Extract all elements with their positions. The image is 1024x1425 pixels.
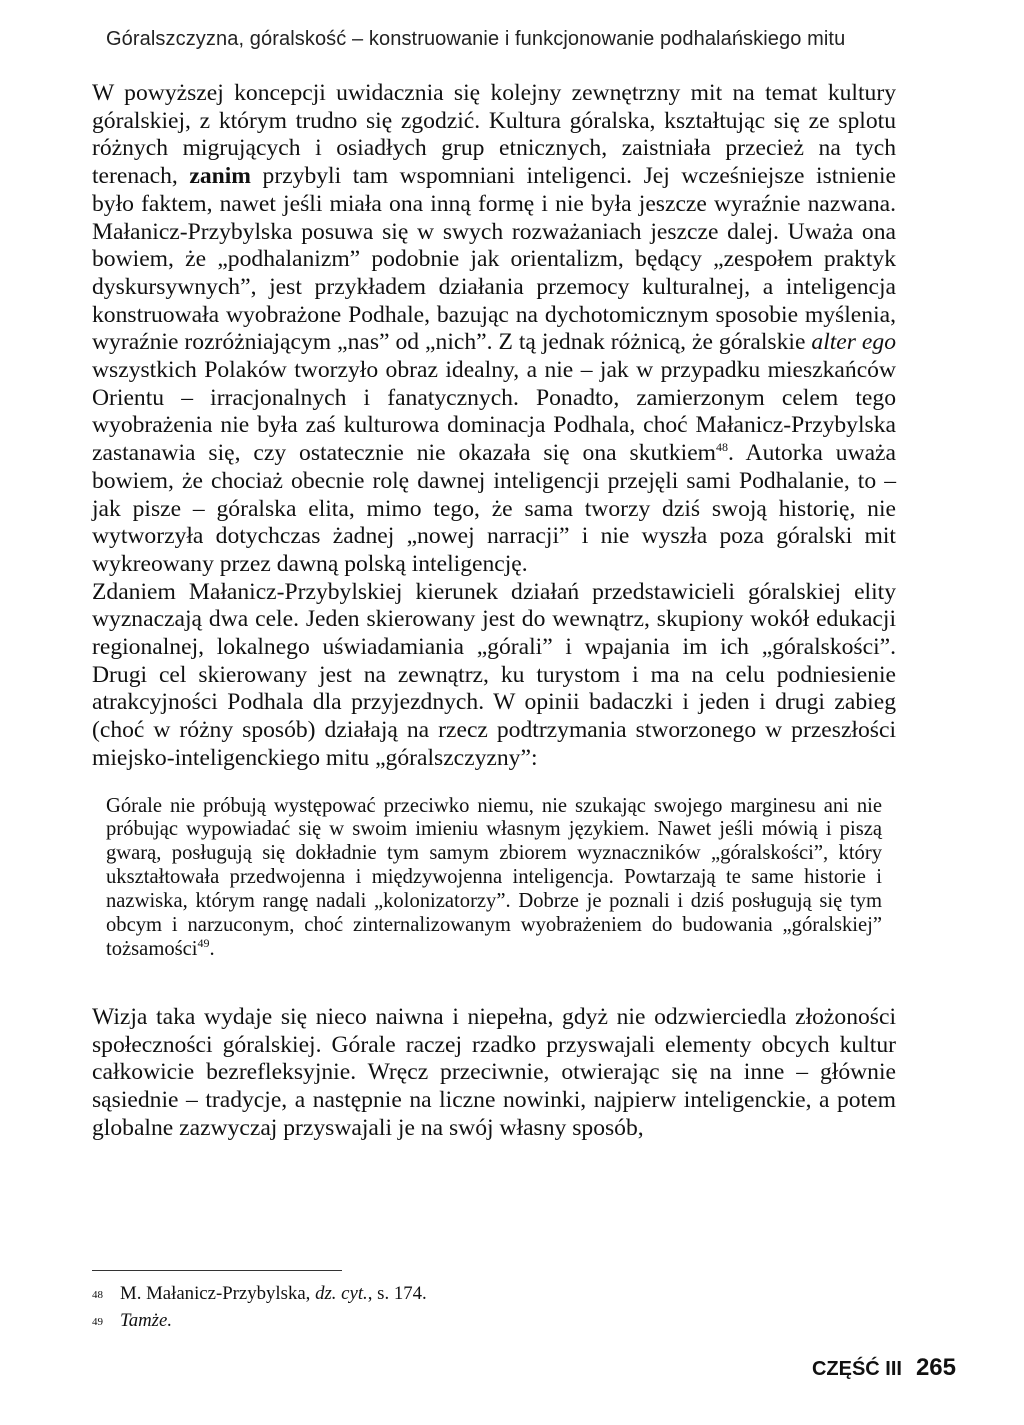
footnote-ref-48[interactable]: 48	[716, 440, 729, 455]
text-run: przybyli tam wspomniani inteligenci. Jej wcześniejsze istnienie było faktem, nawet jeśli miała ona inną formę i nie była jeszcze wyraźnie nazwana. Małanicz-Przybylska posuwa się w swych rozważaniach jeszcze dalej. Uważa ona bowiem, że „podhalanizm” podobnie jak orientalizm, będący „zespołem praktyk dyskursywnych”, jest przykładem działania przemocy kulturalnej, a inteligencja konstruowała wyobrażone Podhale, bazując na dychotomicznym sposobie myślenia, wyraźnie rozróżniającym „nas” od „nich”. Z tą jednak różnicą, że góralskie	[92, 163, 896, 356]
text-run: wszystkich Polaków tworzyło obraz idealny, a nie – jak w przypadku mieszkańców Orientu – irracjonalnych i fanatycznych. Ponadto, zamierzonym celem tego wyobrażenia nie była zaś kulturowa dominacja Podhala, choć Małanicz-Przybylska zastanawia się, czy ostatecznie nie okazała się ona skutkiem	[92, 357, 896, 467]
page-footer	[812, 1354, 956, 1382]
footnote-ref-49[interactable]: 49	[197, 936, 210, 951]
emphasis-bold: zanim	[189, 163, 251, 190]
paragraph-3: Wizja taka wydaje się nieco naiwna i niepełna, gdyż nie odzwierciedla złożoności społeczności góralskiej. Górale raczej rzadko przyswajali elementy obcych kultur całkowicie bezrefleksyjnie. Wręcz przeciwnie, otwierając się na inne – głównie sąsiednie – tradycje, a następnie na liczne nowinki, najpierw inteligenckie, a potem globalne zazwyczaj przyswajali je na swój własny sposób,	[92, 1003, 896, 1141]
page-number: 265	[915, 1354, 956, 1381]
main-text	[92, 80, 896, 1142]
block-quote	[106, 795, 882, 962]
footnote-text: M. Małanicz-Przybylska, dz. cyt., s. 174.	[120, 1283, 427, 1304]
emphasis-italic: alter ego	[811, 329, 896, 356]
paragraph-2: Zdaniem Małanicz-Przybylskiej kierunek działań przedstawicieli góralskiej elity wyznaczają dwa cele. Jeden skierowany jest do wewnątrz, skupiony wokół edukacji regionalnej, lokalnego uświadamiania „górali” i wpajania im ich „góralskości”. Drugi cel skierowany jest na zewnątrz, ku turystom i ma na celu podniesienie atrakcyjności Podhala dla przyjezdnych. W opinii badaczki i jeden i drugi zabieg (choć w różny sposób) działają na rzecz podtrzymania stworzonego w przeszłości miejsko-inteligenckiego mitu „góralszczyzny”:	[92, 578, 896, 771]
footnote-49	[92, 1308, 896, 1335]
running-header: Góralszczyzna, góralskość – konstruowanie i funkcjonowanie podhalańskiego mitu	[106, 28, 846, 50]
footnote-text: Tamże.	[120, 1310, 173, 1331]
footnote-number: 48	[92, 1289, 103, 1301]
text-run: W powyższej koncepcji uwidacznia się kolejny zewnętrzny mit na temat kultury góralskiej, z którym trudno się zgodzić. Kultura góralska, kształtując się ze splotu różnych migrujących i osiadłych grup etnicznych, zaistniała przecież na tych terenach,	[92, 80, 896, 190]
paragraph-1	[92, 80, 896, 579]
footnote-number: 49	[92, 1316, 103, 1328]
text-run: . Autorka uważa bowiem, że chociaż obecnie rolę dawnej inteligencji przejęli sami Podhalanie, to – jak pisze – góralska elita, mimo tego, że sama tworzy dziś swoją historię, nie wytworzyła dotychczas żadnej „nowej narracji” i nie wyszła poza góralski mit wykreowany przez dawną polską inteligencję.	[92, 440, 897, 577]
footnote-48	[92, 1281, 896, 1308]
part-label: CZĘŚĆ III	[811, 1358, 902, 1380]
text-run: .	[209, 938, 215, 961]
quote-text: Górale nie próbują występować przeciwko niemu, nie szukając swojego marginesu ani nie próbując wypowiadać się w swoim imieniu własnym językiem. Nawet jeśli mówią i piszą gwarą, posługują się dokładnie tym samym zbiorem wyznaczników „góralskości”, który ukształtowała przedwojenna i międzywojenna inteligencja. Powtarzają te same historie i nazwiska, którym rangę nadali „kolonizatorzy”. Dobrze je poznali i dziś posługują się tym obcym i narzuconym, choć zinternalizowanym wyobrażeniem do budowania „góralskiej” tożsamości	[106, 794, 882, 961]
footnotes	[92, 1281, 896, 1335]
footnote-divider	[92, 1270, 342, 1271]
